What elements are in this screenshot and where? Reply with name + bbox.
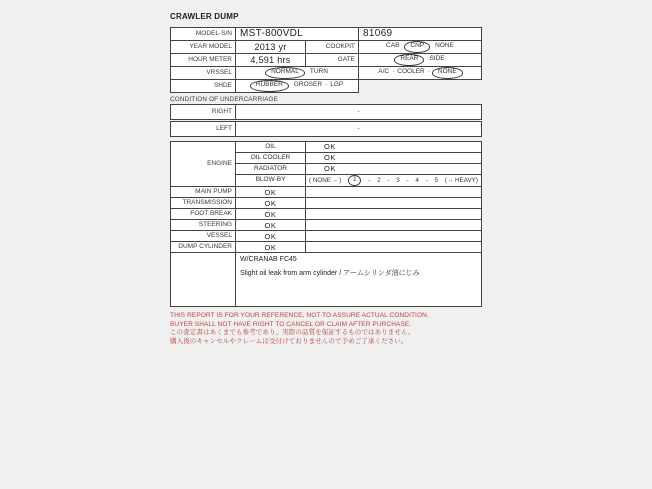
engine-oil-value: OK — [306, 142, 482, 153]
blowby-level-1-circled: 1 — [348, 175, 362, 186]
engine-oil-label: OIL — [236, 142, 306, 153]
cockpit-option-cnp-circled: CNP — [404, 41, 430, 53]
spec-row-model — [171, 28, 482, 41]
cockpit-options — [359, 41, 482, 54]
dump-cylinder-label: DUMP CYLINDER — [171, 242, 236, 253]
note-attachment: W/CRANAB FC45 — [240, 256, 297, 264]
gate-option-side: SIDE — [429, 55, 445, 63]
dump-cylinder-remarks — [306, 242, 482, 253]
note-remark: Slight oil leak from arm cylinder / アームシリンダ油にじみ — [240, 270, 420, 278]
year-model-label: YEAR MODEL — [171, 41, 236, 54]
blowby-sep-1: - — [368, 176, 371, 184]
serial-value: 81069 — [359, 28, 482, 41]
vessel-option-turn: TURN — [309, 68, 328, 76]
undercarriage-right-label: RIGHT — [171, 105, 236, 120]
main-pump-row — [171, 187, 482, 198]
spec-row-vessel — [171, 67, 482, 80]
undercarriage-right-row — [170, 104, 482, 120]
blowby-label: BLOW-BY — [236, 175, 306, 187]
blowby-level-5: 5 — [434, 176, 439, 184]
year-model-value: 2013 yr — [236, 41, 306, 54]
foot-break-label: FOOT BREAK — [171, 209, 236, 220]
transmission-remarks — [306, 198, 482, 209]
engine-oil-row — [171, 142, 482, 153]
undercarriage-left-row — [170, 121, 482, 137]
blowby-prefix: ( NONE ←) — [309, 176, 342, 184]
inspection-table — [170, 141, 482, 307]
note-row — [171, 253, 482, 307]
vessel-option-normal-circled: NORMAL — [265, 67, 305, 79]
undercarriage-heading: CONDITION OF UNDERCARRIAGE — [170, 96, 279, 103]
spec-row-hour — [171, 54, 482, 67]
ac-separator-1: · — [392, 68, 395, 76]
engine-radiator-label: RADIATOR — [236, 164, 306, 175]
vessel-check-value: OK — [236, 231, 306, 242]
hour-meter-value: 4,591 hrs — [236, 54, 306, 67]
engine-oil-cooler-label: OIL COOLER — [236, 153, 306, 164]
engine-group-label: ENGINE — [171, 142, 236, 187]
dump-cylinder-row — [171, 242, 482, 253]
disclaimer-line-4: 購入後のキャンセルやクレームは受付けておりませんので予めご了承ください。 — [170, 337, 408, 345]
report-title: CRAWLER DUMP — [170, 12, 239, 21]
main-pump-value: OK — [236, 187, 306, 198]
blowby-level-2: 2 — [377, 176, 381, 184]
vessel-type-label: VRSSEL — [171, 67, 236, 80]
transmission-row — [171, 198, 482, 209]
shoe-separator: · — [325, 81, 328, 89]
gate-options — [359, 54, 482, 67]
main-pump-remarks — [306, 187, 482, 198]
steering-label: STEERING — [171, 220, 236, 231]
disclaimer-line-3: この査定書はあくまでも参考であり、実際の品質を保証するものではありません。 — [170, 329, 415, 337]
vessel-options — [236, 67, 359, 80]
vessel-remarks — [306, 231, 482, 242]
gate-label: GATE — [306, 54, 359, 67]
shoe-option-lgp: LGP — [330, 81, 344, 89]
disclaimer-line-1: THIS REPORT IS FOR YOUR REFERENCE, NOT TO ASSURE ACTUAL CONDITION. — [170, 312, 429, 319]
cockpit-option-none: NONE — [435, 42, 454, 50]
model-value: MST-800VDL — [236, 28, 359, 41]
blowby-suffix: (→ HEAVY) — [444, 176, 478, 184]
engine-radiator-value: OK — [306, 164, 482, 175]
transmission-label: TRANSMISSION — [171, 198, 236, 209]
spec-table — [170, 27, 482, 93]
undercarriage-left-label: LEFT — [171, 122, 236, 137]
blowby-sep-3: - — [406, 176, 409, 184]
ac-separator-2: · — [427, 68, 430, 76]
undercarriage-left-value: - — [236, 122, 482, 137]
vessel-row — [171, 231, 482, 242]
undercarriage-right-value: - — [236, 105, 482, 120]
main-pump-label: MAIN PUMP — [171, 187, 236, 198]
steering-row — [171, 220, 482, 231]
engine-oil-cooler-value: OK — [306, 153, 482, 164]
ac-option-cooler: COOLER — [397, 68, 425, 76]
shoe-option-rubber-circled: RUBBER — [250, 80, 289, 92]
shoe-label: SHDE — [171, 80, 236, 93]
blowby-sep-2: - — [387, 176, 390, 184]
cockpit-option-cab: CAB — [386, 42, 400, 50]
spec-row-year — [171, 41, 482, 54]
foot-break-value: OK — [236, 209, 306, 220]
blowby-level-3: 3 — [396, 176, 400, 184]
ac-option-none-circled: NONE — [432, 67, 463, 79]
dump-cylinder-value: OK — [236, 242, 306, 253]
gate-option-rear-circled: REAR — [394, 54, 424, 66]
spec-ghost-cell — [359, 80, 482, 93]
blowby-sep-4: - — [425, 176, 428, 184]
shoe-option-groser: GROSER — [293, 81, 323, 89]
shoe-options — [236, 80, 359, 93]
spec-row-shoe — [171, 80, 482, 93]
foot-break-row — [171, 209, 482, 220]
disclaimer-block — [170, 312, 490, 346]
steering-remarks — [306, 220, 482, 231]
foot-break-remarks — [306, 209, 482, 220]
disclaimer-line-2: BUYER SHALL NOT HAVE RIGHT TO CANCEL OR CLAIM AFTER PURCHASE. — [170, 320, 412, 328]
ac-option-ac: A/C — [378, 68, 390, 76]
ac-options — [359, 67, 482, 80]
transmission-value: OK — [236, 198, 306, 209]
note-cell — [236, 253, 482, 307]
hour-meter-label: HOUR METER — [171, 54, 236, 67]
vessel-check-label: VESSEL — [171, 231, 236, 242]
model-sn-label: MODEL-S/N — [171, 28, 236, 41]
cockpit-label: COOKPIT — [306, 41, 359, 54]
note-label-cell — [171, 253, 236, 307]
blowby-scale — [306, 175, 482, 187]
blowby-level-4: 4 — [415, 176, 419, 184]
steering-value: OK — [236, 220, 306, 231]
